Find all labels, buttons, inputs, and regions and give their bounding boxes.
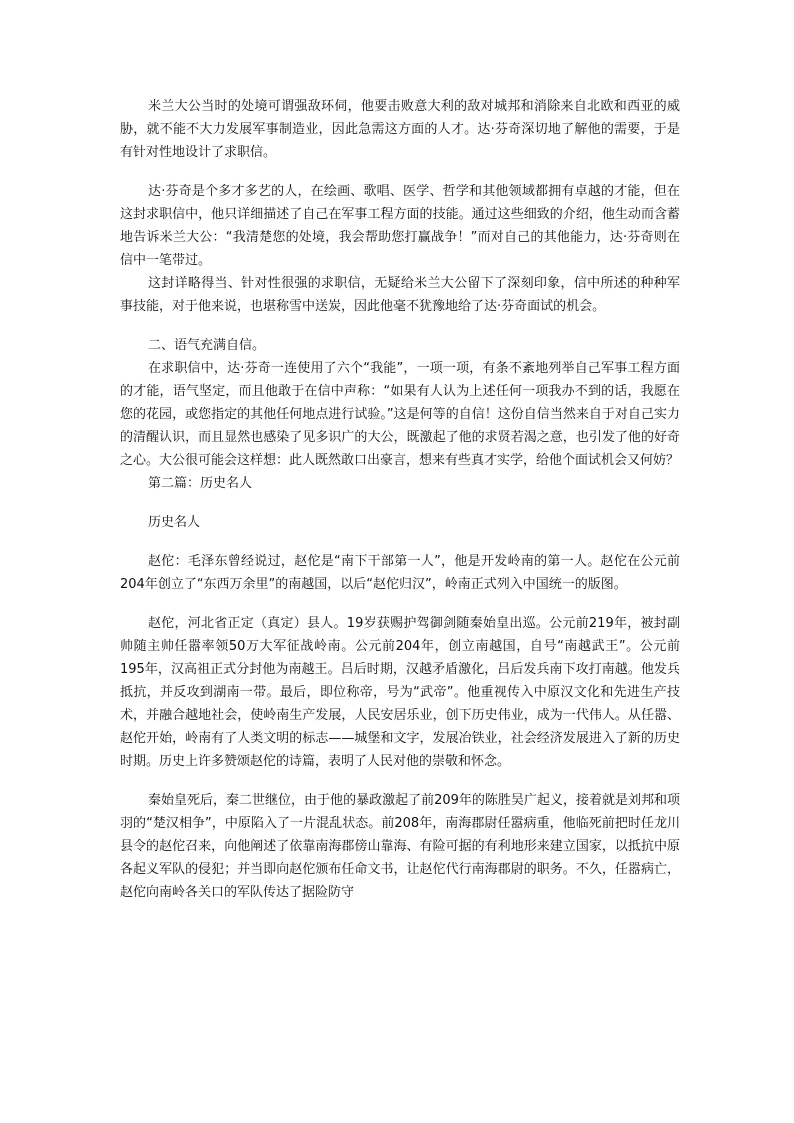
- paragraph-spacer: [120, 596, 680, 612]
- section-heading-confidence: 二、语气充满自信。: [148, 338, 266, 353]
- paragraph-3: 这封详略得当、针对性很强的求职信，无疑给米兰大公留下了深刻印象，信中所述的种种军事技能，对于他来说，也堪称雪中送炭，因此他毫不犹豫地给了达·芬奇面试的机会。: [120, 276, 680, 314]
- document-body: [120, 95, 680, 904]
- section-heading-part-two: 第二篇：历史名人: [148, 476, 253, 491]
- paragraph-1: 米兰大公当时的处境可谓强敌环伺，他要击败意大利的敌对城邦和消除来自北欧和西亚的威胁，就不能不大力发展军事制造业，因此急需这方面的人才。达·芬奇深切地了解他的需要，于是有针对性地设计了求职信。: [120, 99, 680, 160]
- paragraph-spacer: [120, 164, 680, 180]
- paragraph-10: 秦始皇死后，秦二世继位，由于他的暴政激起了前209年的陈胜吴广起义，接着就是刘邦和项羽的“楚汉相争”，中原陷入了一片混乱状态。前208年，南海郡尉任嚣病重，他临死前把时任龙川县令的赵佗召来，向他阐述了依靠南海郡傍山靠海、有险可据的有利地形来建立国家，以抵抗中原各起义军队的侵犯；并当即向赵佗颁布任命文书，让赵佗代行南海郡尉的职务。不久，任嚣病亡，赵佗向南岭各关口的军队传达了据险防守: [120, 793, 680, 900]
- paragraph-spacer: [120, 773, 680, 789]
- section-title-historical-figures: 历史名人: [148, 515, 201, 530]
- paragraph-5: 在求职信中，达·芬奇一连使用了六个“我能”，一项一项，有条不紊地列举自己军事工程方面的才能，语气坚定，而且他敢于在信中声称：“如果有人认为上述任何一项我办不到的话，我愿在您的花园，或您指定的其他任何地点进行试验。”这是何等的自信！这份自信当然来自于对自己实力的清醒认识，而且显然也感染了见多识广的大公，既激起了他的求贤若渴之意，也引发了他的好奇之心。大公很可能会这样想：此人既然敢口出豪言，想来有些真才实学，给他个面试机会又何妨？: [120, 361, 680, 468]
- paragraph-spacer: [120, 534, 680, 550]
- paragraph-9: 赵佗，河北省正定（真定）县人。19岁获赐护驾御剑随秦始皇出巡。公元前219年，被封副帅随主帅任嚣率领50万大军征战岭南。公元前204年，创立南越国，自号“南越武王”。公元前195年，汉高祖正式分封他为南越王。吕后时期，汉越矛盾激化，吕后发兵南下攻打南越。他发兵抵抗，并反攻到湖南一带。最后，即位称帝，号为“武帝”。他重视传入中原汉文化和先进生产技术，并融合越地社会，使岭南生产发展，人民安居乐业，创下历史伟业，成为一代伟人。从任嚣、赵佗开始，岭南有了人类文明的标志——城堡和文字，发展冶铁业，社会经济发展进入了新的历史时期。历史上许多赞颂赵佗的诗篇，表明了人民对他的崇敬和怀念。: [120, 616, 680, 769]
- paragraph-spacer: [120, 495, 680, 511]
- paragraph-2: 达·芬奇是个多才多艺的人，在绘画、歌唱、医学、哲学和其他领域都拥有卓越的才能，但在这封求职信中，他只详细描述了自己在军事工程方面的技能。通过这些细致的介绍，他生动而含蓄地告诉米兰大公：“我清楚您的处境，我会帮助您打赢战争！”而对自己的其他能力，达·芬奇则在信中一笔带过。: [120, 184, 680, 268]
- paragraph-spacer: [120, 318, 680, 334]
- paragraph-8: 赵佗：毛泽东曾经说过，赵佗是“南下干部第一人”，他是开发岭南的第一人。赵佗在公元前204年创立了“东西万余里”的南越国，以后“赵佗归汉”，岭南正式列入中国统一的版图。: [120, 554, 680, 592]
